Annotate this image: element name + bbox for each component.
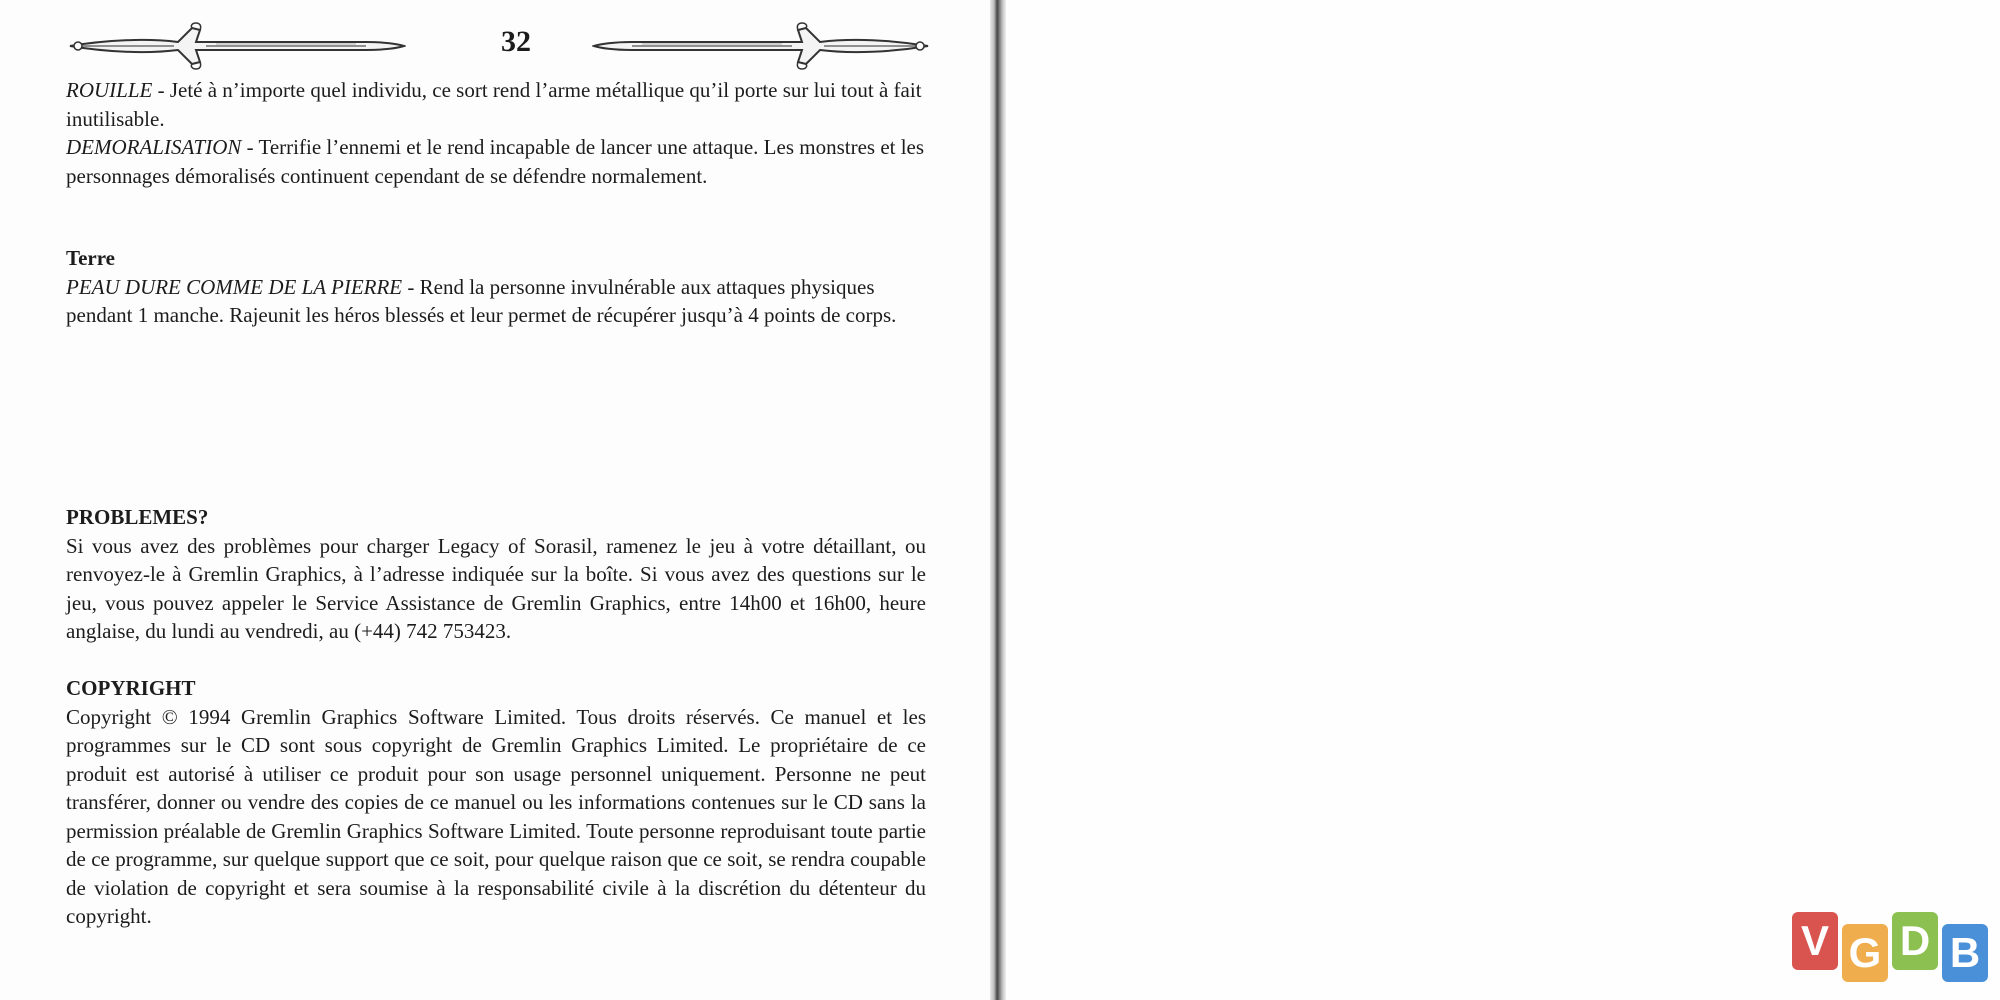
spell-entry: [66, 133, 936, 190]
right-page-blank: [1006, 0, 2000, 1000]
spell-description: - Jeté à n’importe quel individu, ce sort rend l’arme métallique qu’il porte sur lui tout à fait inutilisable.: [66, 78, 922, 131]
logo-tile: G: [1842, 924, 1888, 982]
page-number: 32: [501, 25, 531, 58]
vgdb-watermark-logo: [1792, 912, 1988, 988]
copyright-heading: COPYRIGHT: [66, 676, 196, 700]
spell-entry: [66, 273, 936, 330]
page-header: [66, 14, 926, 78]
spell-name: PEAU DURE COMME DE LA PIERRE: [66, 274, 403, 299]
logo-tile: V: [1792, 912, 1838, 970]
sword-ornament-icon: [66, 20, 406, 72]
left-page: [0, 0, 990, 1000]
spell-entry: [66, 76, 936, 133]
logo-tile: D: [1892, 912, 1938, 970]
spell-description: - Rend la personne invulnérable aux attaques physiques pendant 1 manche. Rajeunit les héros blessés et leur permet de récupérer jusqu’à 4 points de corps.: [66, 274, 897, 327]
copyright-section: [66, 674, 926, 931]
problems-heading: PROBLEMES?: [66, 505, 209, 529]
problems-section: [66, 503, 926, 646]
copyright-body: Copyright © 1994 Gremlin Graphics Software Limited. Tous droits réservés. Ce manuel et les programmes sur le CD sont sous copyright de Gremlin Graphics Limited. Le propriétaire de ce produit est autorisé à utiliser ce produit pour son usage personnel uniquement. Personne ne peut transférer, donner ou vendre des copies de ce manuel ou les informations contenues sur le CD sans la permission préalable de Gremlin Graphics Software Limited. Toute personne reproduisant toute partie de ce programme, sur quelque support que ce soit, pour quelque raison que ce soit, se rendra coupable de violation de copyright et sera soumise à la responsabilité civile à la discrétion du détenteur du copyright.: [66, 704, 926, 928]
earth-section: [66, 244, 936, 330]
problems-body: Si vous avez des problèmes pour charger Legacy of Sorasil, ramenez le jeu à votre détaillant, ou renvoyez-le à Gremlin Graphics, à l’adresse indiquée sur la boîte. Si vous avez des questions sur le jeu, vous pouvez appeler le Service Assistance de Gremlin Graphics, entre 14h00 et 16h00, heure anglaise, du lundi au vendredi, au (+44) 742 753423.: [66, 533, 926, 643]
book-gutter: [990, 0, 1006, 1000]
spell-list: [66, 76, 936, 190]
spell-name: ROUILLE: [66, 78, 153, 102]
logo-tile: B: [1942, 924, 1988, 982]
sword-ornament-icon: [592, 20, 932, 72]
spell-description: - Terrifie l’ennemi et le rend incapable de lancer une attaque. Les monstres et les personnages démoralisés continuent cependant de se défendre normalement.: [66, 135, 925, 188]
section-heading-earth: Terre: [66, 246, 115, 270]
spell-name: DEMORALISATION: [66, 135, 242, 159]
